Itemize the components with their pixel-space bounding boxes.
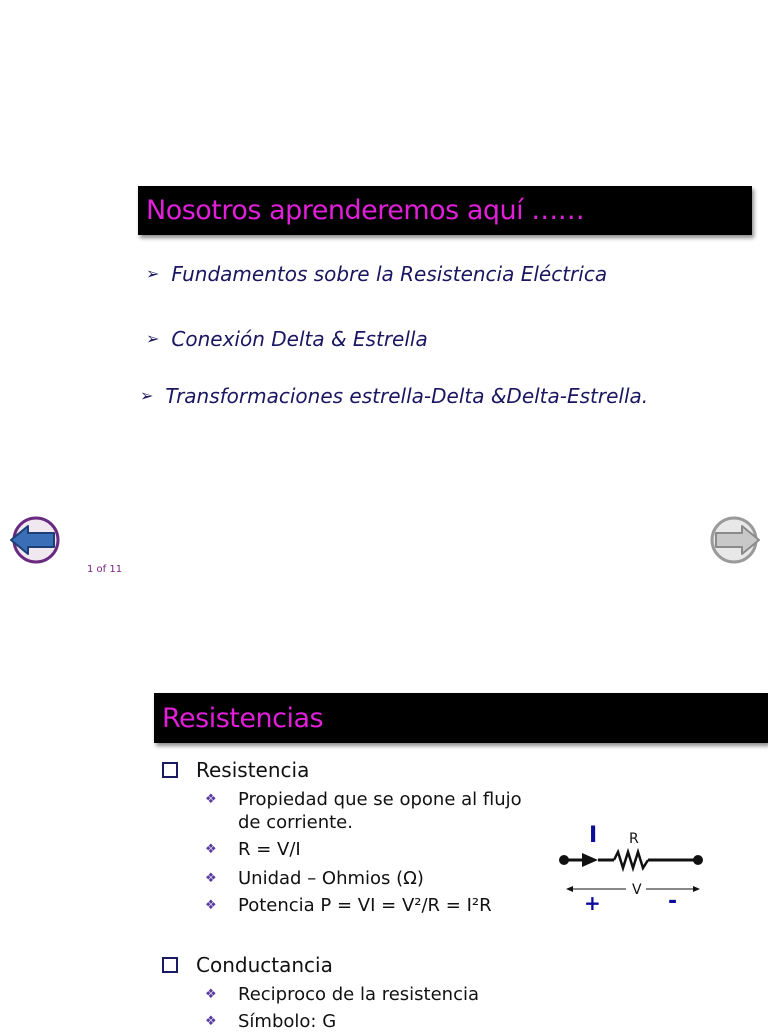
current-label: I [589, 823, 598, 848]
list-item [205, 983, 479, 1006]
previous-slide-button[interactable] [8, 516, 60, 564]
list-item [205, 1010, 336, 1033]
slide-2 [0, 600, 768, 1032]
terminal-right [693, 855, 703, 865]
list-item [205, 867, 424, 890]
list-item [205, 894, 492, 917]
list-item-text: Reciproco de la resistencia [238, 984, 480, 1005]
slide-2-title: Resistencias [154, 693, 768, 743]
diamond-bullet-icon: ❖ [205, 898, 217, 913]
square-bullet-icon [162, 762, 178, 778]
arrow-bullet-icon: ➢ [140, 386, 154, 405]
voltage-arrow-right-icon [693, 886, 700, 892]
section-heading-text: Conductancia [196, 953, 333, 977]
bullet-item [146, 327, 428, 351]
forward-arrow-icon [710, 516, 762, 564]
section-heading-text: Resistencia [196, 758, 310, 782]
list-item-text: Propiedad que se opone al flujo [238, 789, 522, 810]
arrow-bullet-icon: ➢ [146, 264, 160, 283]
arrow-bullet-icon: ➢ [146, 329, 160, 348]
resistor-circuit-diagram [556, 820, 716, 920]
voltage-label: V [632, 882, 642, 898]
bullet-text: Fundamentos sobre la Resistencia Eléctrica [171, 262, 608, 286]
bullet-item [140, 384, 648, 408]
bullet-item [146, 262, 607, 286]
next-slide-button[interactable] [710, 516, 762, 564]
section-heading [162, 758, 309, 782]
list-item-text: de corriente. [238, 812, 353, 833]
back-arrow-icon [8, 516, 60, 564]
diamond-bullet-icon: ❖ [205, 1014, 217, 1029]
minus-label: - [668, 889, 678, 914]
list-item-text: Unidad – Ohmios (Ω) [238, 868, 424, 889]
list-item-text: Símbolo: G [238, 1011, 337, 1032]
list-item-text: Potencia P = VI = V²/R = I²R [238, 895, 492, 916]
resistor-label: R [629, 831, 639, 847]
diamond-bullet-icon: ❖ [205, 792, 217, 807]
voltage-arrow-left-icon [566, 886, 573, 892]
list-item [205, 788, 535, 834]
slide-1-title: Nosotros aprenderemos aquí …… [138, 186, 752, 235]
bullet-text: Transformaciones estrella-Delta &Delta-Estrella. [165, 384, 649, 408]
list-item-text: R = V/I [238, 839, 301, 860]
diamond-bullet-icon: ❖ [205, 842, 217, 857]
current-arrow-icon [582, 853, 598, 867]
square-bullet-icon [162, 957, 178, 973]
list-item [205, 838, 301, 861]
resistor-symbol-icon [614, 852, 648, 868]
section-heading [162, 953, 333, 977]
bullet-text: Conexión Delta & Estrella [171, 327, 428, 351]
diamond-bullet-icon: ❖ [205, 871, 217, 886]
page-counter: 1 of 11 [87, 564, 123, 575]
diamond-bullet-icon: ❖ [205, 987, 217, 1002]
plus-label: + [584, 891, 601, 915]
